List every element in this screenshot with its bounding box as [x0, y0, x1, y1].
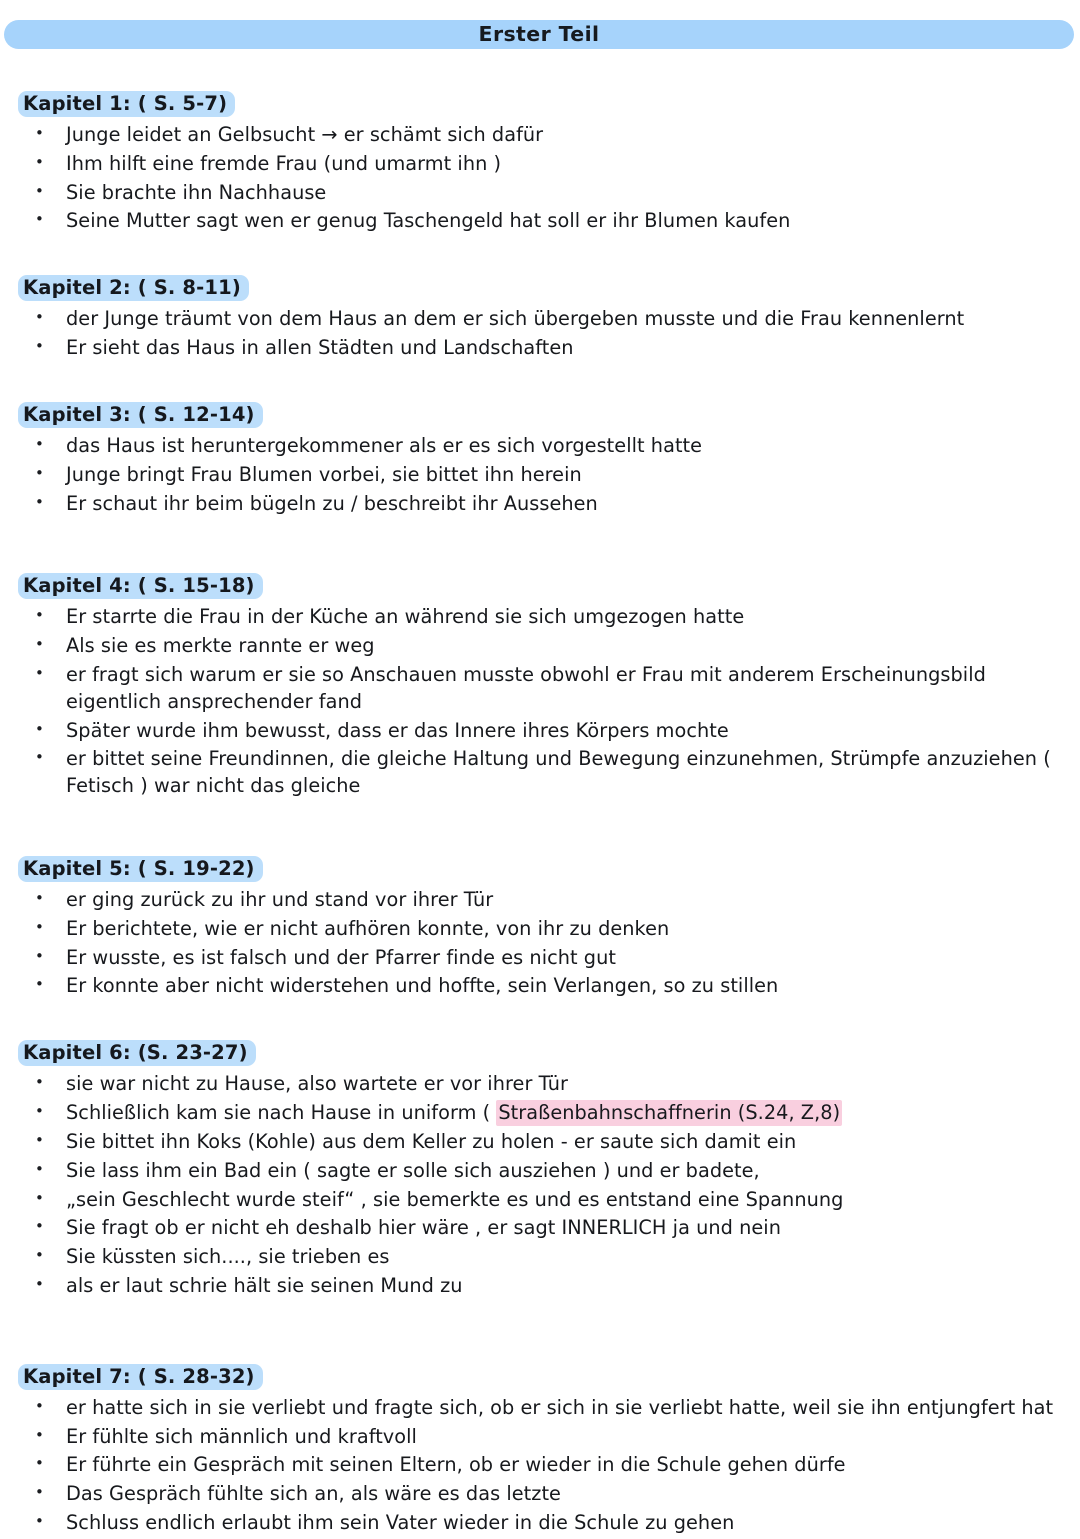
bullet-item: • Er schaut ihr beim bügeln zu / beschreibt ihr Aussehen	[18, 491, 1066, 518]
chapter-heading: Kapitel 3: ( S. 12-14)	[18, 402, 263, 428]
bullet-item: • Sie lass ihm ein Bad ein ( sagte er solle sich ausziehen ) und er badete,	[18, 1158, 1066, 1185]
section-title: Erster Teil	[478, 22, 600, 47]
bullet-item: • Schluss endlich erlaubt ihm sein Vater wieder in die Schule zu gehen	[18, 1510, 1066, 1537]
bullet-item: • er hatte sich in sie verliebt und fragte sich, ob er sich in sie verliebt hatte, weil sie ihn entjungfert hat	[18, 1395, 1066, 1422]
bullet-item: • Er starrte die Frau in der Küche an während sie sich umgezogen hatte	[18, 604, 1066, 631]
bullet-item: • er fragt sich warum er sie so Anschauen musste obwohl er Frau mit anderem Erscheinungsbild eigentlich ansprechender fand	[18, 662, 1066, 716]
bullet-item: • Später wurde ihm bewusst, dass er das Innere ihres Körpers mochte	[18, 718, 1066, 745]
chapter-bullet-list	[18, 122, 1066, 235]
bullet-item: • Er wusste, es ist falsch und der Pfarrer finde es nicht gut	[18, 945, 1066, 972]
bullet-item: • der Junge träumt von dem Haus an dem er sich übergeben musste und die Frau kennenlernt	[18, 306, 1066, 333]
bullet-item: • Das Gespräch fühlte sich an, als wäre es das letzte	[18, 1481, 1066, 1508]
chapter-block	[18, 573, 1066, 800]
bullet-item: • Er fühlte sich männlich und kraftvoll	[18, 1424, 1066, 1451]
chapter-heading: Kapitel 6: (S. 23-27)	[18, 1040, 256, 1066]
bullet-item: • Junge leidet an Gelbsucht → er schämt sich dafür	[18, 122, 1066, 149]
bullet-item: • Er konnte aber nicht widerstehen und hoffte, sein Verlangen, so zu stillen	[18, 973, 1066, 1000]
chapter-heading: Kapitel 7: ( S. 28-32)	[18, 1364, 263, 1390]
chapter-block	[18, 91, 1066, 235]
chapter-block	[18, 275, 1066, 362]
chapter-heading: Kapitel 2: ( S. 8-11)	[18, 275, 249, 301]
bullet-item: • Sie brachte ihn Nachhause	[18, 180, 1066, 207]
section-banner	[4, 20, 1074, 49]
bullet-item: • Sie fragt ob er nicht eh deshalb hier wäre , er sagt INNERLICH ja und nein	[18, 1215, 1066, 1242]
highlighted-quote-reference: Straßenbahnschaffnerin (S.24, Z,8)	[498, 1101, 841, 1125]
chapter-heading: Kapitel 5: ( S. 19-22)	[18, 856, 263, 882]
chapter-bullet-list	[18, 433, 1066, 517]
bullet-item: • Er berichtete, wie er nicht aufhören konnte, von ihr zu denken	[18, 916, 1066, 943]
bullet-item: • Seine Mutter sagt wen er genug Taschengeld hat soll er ihr Blumen kaufen	[18, 208, 1066, 235]
bullet-item: • Sie bittet ihn Koks (Kohle) aus dem Keller zu holen - er saute sich damit ein	[18, 1129, 1066, 1156]
chapter-bullet-list	[18, 306, 1066, 362]
bullet-item: • als er laut schrie hält sie seinen Mund zu	[18, 1273, 1066, 1300]
chapter-heading: Kapitel 1: ( S. 5-7)	[18, 91, 235, 117]
chapter-bullet-list	[18, 1395, 1066, 1537]
bullet-item: • das Haus ist heruntergekommener als er es sich vorgestellt hatte	[18, 433, 1066, 460]
bullet-item: • er ging zurück zu ihr und stand vor ihrer Tür	[18, 887, 1066, 914]
bullet-item: • Sie küssten sich...., sie trieben es	[18, 1244, 1066, 1271]
chapter-block	[18, 1364, 1066, 1537]
chapter-heading: Kapitel 4: ( S. 15-18)	[18, 573, 263, 599]
chapter-list	[0, 91, 1080, 1537]
bullet-item: • Als sie es merkte rannte er weg	[18, 633, 1066, 660]
chapter-block	[18, 1040, 1066, 1300]
bullet-item: • sie war nicht zu Hause, also wartete er vor ihrer Tür	[18, 1071, 1066, 1098]
bullet-item: • er bittet seine Freundinnen, die gleiche Haltung und Bewegung einzunehmen, Strümpfe anzuziehen ( Fetisch ) war nicht das gleiche	[18, 746, 1066, 800]
bullet-item: • Junge bringt Frau Blumen vorbei, sie bittet ihn herein	[18, 462, 1066, 489]
chapter-bullet-list	[18, 887, 1066, 1000]
bullet-item: • Ihm hilft eine fremde Frau (und umarmt ihn )	[18, 151, 1066, 178]
bullet-item: • Er führte ein Gespräch mit seinen Eltern, ob er wieder in die Schule gehen dürfe	[18, 1452, 1066, 1479]
chapter-block	[18, 402, 1066, 517]
chapter-block	[18, 856, 1066, 1000]
bullet-item: • „sein Geschlecht wurde steif“ , sie bemerkte es und es entstand eine Spannung	[18, 1187, 1066, 1214]
bullet-text: Schließlich kam sie nach Hause in uniform (	[66, 1101, 497, 1125]
bullet-item	[18, 1100, 1066, 1127]
bullet-item: • Er sieht das Haus in allen Städten und Landschaften	[18, 335, 1066, 362]
chapter-bullet-list	[18, 1071, 1066, 1300]
chapter-bullet-list	[18, 604, 1066, 800]
